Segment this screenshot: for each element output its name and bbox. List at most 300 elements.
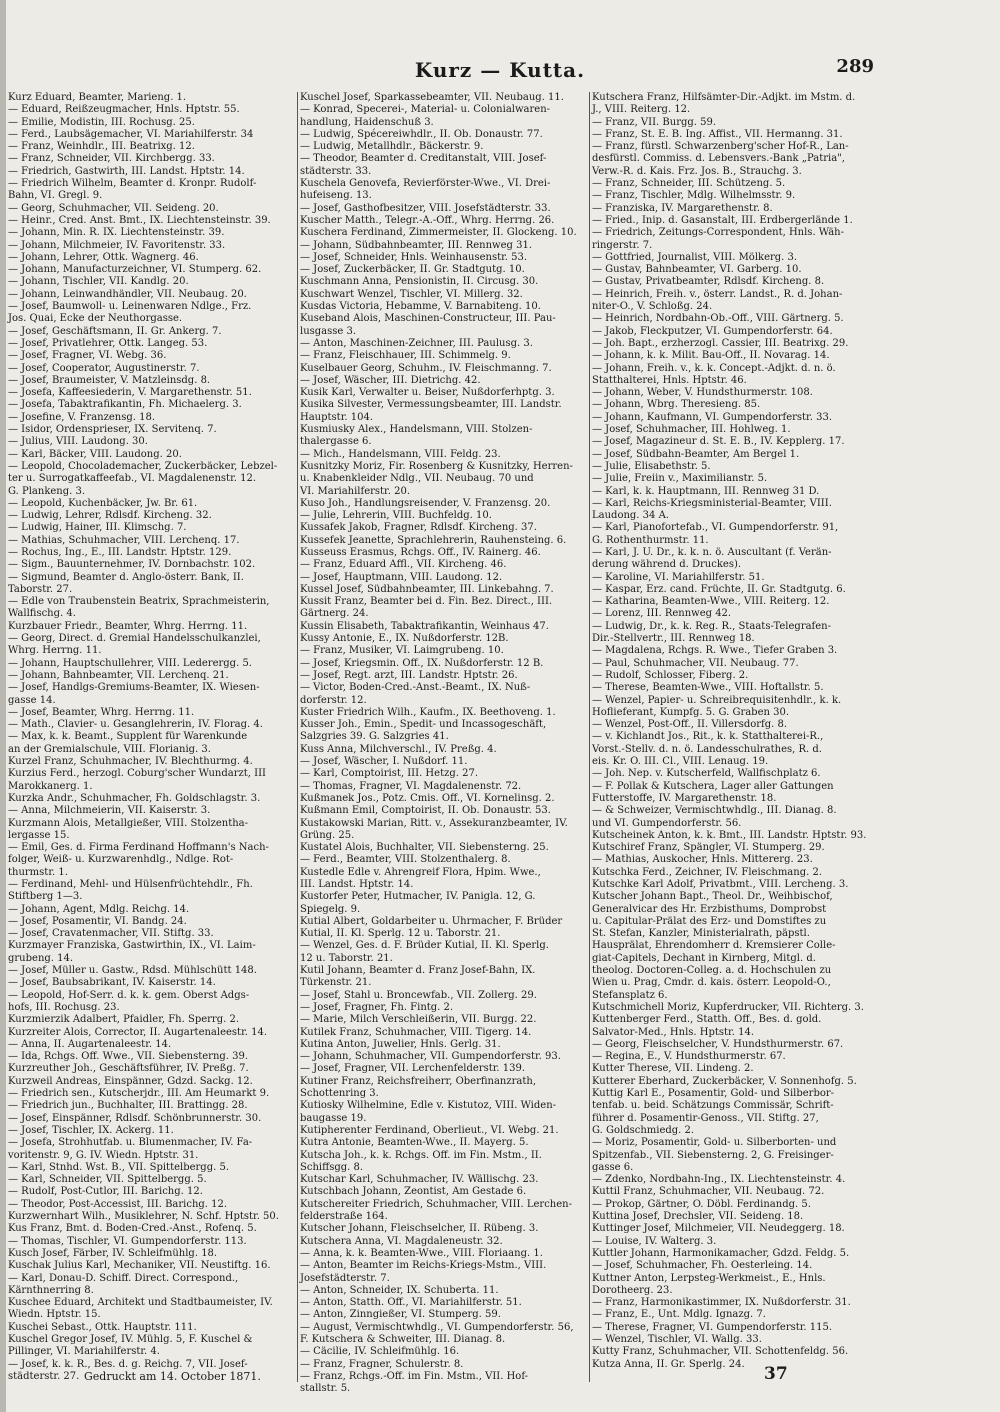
directory-entry: — Karl, Reichs-Kriegsministerial-Beamter, VIII. — [592, 497, 832, 509]
directory-entry: Hoflieferant, Kumpfg. 5. G. Graben 30. — [592, 706, 790, 718]
directory-entry: Jos. Quai, Ecke der Neuthorgasse. — [8, 313, 183, 325]
directory-entry: desfürstl. Commiss. d. Lebensvers.-Bank „Patria", — [592, 153, 845, 165]
directory-entry: — Franz, Musiker, VI. Laimgrubeng. 10. — [300, 645, 504, 657]
directory-entry: Dir.-Stellvertr., III. Rennweg 18. — [592, 633, 755, 645]
directory-entry: — Josef, Geschäftsmann, II. Gr. Ankerg. 7. — [8, 325, 222, 337]
directory-entry: Kutschmichell Moriz, Kupferdrucker, VII. Richterg. 3. — [592, 1001, 864, 1013]
directory-entry: — Anna, k. k. Beamten-Wwe., VIII. Floriaang. 1. — [300, 1247, 543, 1259]
directory-entry: — Konrad, Specerei-, Material- u. Colonialwaren- — [300, 104, 551, 116]
directory-entry: — Friedrich Wilhelm, Beamter d. Kronpr. Rudolf- — [8, 178, 257, 190]
directory-entry: Kuschmann Anna, Pensionistin, II. Circusg. 30. — [300, 276, 539, 288]
directory-entry: — Rochus, Ing., E., III. Landstr. Hptstr. 129. — [8, 546, 232, 558]
directory-entry: — Karl, Schneider, VII. Spittelbergg. 5. — [8, 1174, 207, 1186]
directory-entry: 12 u. Taborstr. 21. — [300, 952, 393, 964]
directory-entry: Kusdas Victoria, Hebamme, V. Barnabiteng. 10. — [300, 301, 541, 313]
directory-entry: Kuttina Josef, Drechsler, VII. Seideng. 18. — [592, 1211, 804, 1223]
directory-entry: — Gustav, Privatbeamter, Rdlsdf. Kircheng. 8. — [592, 276, 825, 288]
directory-entry: Kutiosky Wilhelmine, Edle v. Kistutoz, VIII. Widen- — [300, 1100, 557, 1112]
page-edge — [0, 0, 6, 1412]
directory-entry: — Josef, Schneider, Hnls. Weinhausenstr. 53. — [300, 251, 528, 263]
directory-entry: hufeiseng. 13. — [300, 190, 372, 202]
directory-entry: — Friedrich, Zeitungs-Correspondent, Hnls. Wäh- — [592, 227, 844, 239]
directory-entry: — Josefa, Kaffeesiederin, V. Margarethenstr. 51. — [8, 387, 252, 399]
directory-entry: — Mathias, Schuhmacher, VIII. Lerchenq. 17. — [8, 534, 240, 546]
directory-entry: Kutterer Eberhard, Zuckerbäcker, V. Sonnenhofg. 5. — [592, 1075, 857, 1087]
directory-entry: Wien u. Prag, Cmdr. d. kais. österr. Leopold-O., — [592, 977, 831, 989]
directory-entry: — Josef, Gasthofbesitzer, VIII. Josefstädterstr. 33. — [300, 202, 551, 214]
directory-entry: — Josef, Wäscher, III. Dietrichg. 42. — [300, 374, 481, 386]
directory-entry: — Johann, Lehrer, Ottk. Wagnerg. 46. — [8, 251, 199, 263]
directory-entry: — Katharina, Beamten-Wwe., VIII. Reiterg. 12. — [592, 596, 830, 608]
directory-entry: — Josef, Privatlehrer, Ottk. Langeg. 53. — [8, 337, 208, 349]
directory-entry: Stiftberg 1—3. — [8, 891, 83, 903]
directory-entry: — Johann, Freih. v., k. k. Concept.-Adjkt. d. n. ö. — [592, 362, 836, 374]
directory-entry: — Josef, Müller u. Gastw., Rdsd. Mühlschütt 148. — [8, 965, 257, 977]
directory-entry: Kutscher Johann, Fleischselcher, II. Rübeng. 3. — [300, 1223, 539, 1235]
directory-entry: Kusika Silvester, Vermessungsbeamter, III. Landstr. — [300, 399, 562, 411]
directory-entry: — Josef, Wäscher, I. Nußdorf. 11. — [300, 756, 468, 768]
directory-entry: — v. Kichlandt Jos., Rit., k. k. Statthalterei-R., — [592, 731, 824, 743]
directory-entry: Verw.-R. d. Kais. Frz. Jos. B., Strauchg. 3. — [592, 165, 802, 177]
directory-entry: Kußmanek Jos., Potz. Cmis. Off., VI. Kornelinsg. 2. — [300, 792, 555, 804]
directory-entry: — Julie, Elisabethstr. 5. — [592, 460, 711, 472]
directory-entry: Grüng. 25. — [300, 829, 355, 841]
directory-entry: Schottenring 3. — [300, 1088, 379, 1100]
directory-entry: — Thomas, Fragner, VI. Magdalenenstr. 72. — [300, 780, 522, 792]
directory-entry: Kutina Anton, Juwelier, Hnls. Gerlg. 31. — [300, 1038, 501, 1050]
directory-entry: — Josef, Einspänner, Rdlsdf. Schönbrunnerstr. 30. — [8, 1112, 262, 1124]
directory-entry: — Josef, Cravatenmacher, VII. Stiftg. 33. — [8, 928, 214, 940]
directory-entry: Marokkanerg. 1. — [8, 780, 93, 792]
directory-entry: — Wenzel, Post-Off., II. Villersdorfg. 8. — [592, 719, 788, 731]
directory-entry: — Josef, Braumeister, V. Matzleinsdg. 8. — [8, 374, 211, 386]
directory-entry: Kutschera Anna, VI. Magdaleneustr. 32. — [300, 1235, 503, 1247]
directory-entry: — Johann, Hauptschullehrer, VIII. Lederergg. 5. — [8, 657, 252, 669]
directory-entry: Bahn, VI. Gregl. 9. — [8, 190, 103, 202]
directory-entry: Kussin Elisabeth, Tabaktrafikantin, Weinhaus 47. — [300, 620, 549, 632]
directory-entry: — Theodor, Beamter d. Creditanstalt, VIII. Josef- — [300, 153, 547, 165]
directory-entry: Kutschbach Johann, Zeontist, Am Gestade 6. — [300, 1186, 527, 1198]
directory-entry: Kutschiref Franz, Spängler, VI. Stumperg. 29. — [592, 842, 825, 854]
directory-entry: Kustedle Edle v. Ahrengreif Flora, Hpim. Wwe., — [300, 866, 541, 878]
directory-entry: niter-O., V. Schloßg. 24. — [592, 301, 713, 313]
directory-entry: Kurzreuther Joh., Geschäftsführer, IV. Preßg. 7. — [8, 1063, 249, 1075]
directory-entry: Wallfischg. 4. — [8, 608, 76, 620]
directory-entry: — Karl, J. U. Dr., k. k. n. ö. Auscultant (f. Verän- — [592, 546, 832, 558]
directory-entry: — Friedrich, Gastwirth, III. Landst. Hptstr. 14. — [8, 165, 245, 177]
directory-entry: — Johann, Tischler, VII. Kandlg. 20. — [8, 276, 189, 288]
directory-entry: — Marie, Milch Verschleißerin, VII. Burgg. 22. — [300, 1014, 537, 1026]
directory-entry: — Leopold, Chocolademacher, Zuckerbäcker, Lebzel- — [8, 460, 278, 472]
directory-entry: Kusnitzky Moriz, Fir. Rosenberg & Kusnitzky, Herren- — [300, 460, 573, 472]
directory-entry: Kussit Franz, Beamter bei d. Fin. Bez. Direct., III. — [300, 596, 553, 608]
directory-entry: Kurzka Andr., Schuhmacher, Fh. Goldschlagstr. 3. — [8, 792, 261, 804]
directory-entry: Kurzius Ferd., herzogl. Coburg'scher Wundarzt, III — [8, 768, 266, 780]
directory-entry: Kuttler Johann, Harmonikamacher, Gdzd. Feldg. 5. — [592, 1247, 850, 1259]
directory-entry: — Ferdinand, Mehl- und Hülsenfrüchtehdlr., Fh. — [8, 879, 253, 890]
directory-entry: — Josefa, Tabaktrafikantin, Fh. Michaelerg. 3. — [8, 399, 242, 411]
directory-entry: — Joh. Nep. v. Kutscherfeld, Wallfischplatz 6. — [592, 768, 821, 780]
directory-entry: — Josef, Schuhmacher, III. Hohlweg. 1. — [592, 424, 791, 436]
directory-entry: — Kaspar, Erz. cand. Früchte, II. Gr. Stadtgutg. 6. — [592, 583, 846, 595]
directory-entry: Kuttner Anton, Lerpsteg-Werkmeist., E., Hnls. — [592, 1272, 826, 1284]
directory-entry: — Josef, Schuhmacher, Fh. Oesterleing. 14. — [592, 1260, 813, 1272]
directory-entry: u. Knabenkleider Ndlg., VII. Neubaug. 70 und — [300, 473, 534, 485]
directory-entry: — Heinr., Cred. Anst. Bmt., IX. Liechtensteinstr. 39. — [8, 214, 271, 226]
directory-entry: Kutza Anna, II. Gr. Sperlg. 24. — [592, 1358, 745, 1370]
directory-entry: Laudong. 34 A. — [592, 510, 669, 522]
directory-entry: Kuschak Julius Karl, Mechaniker, VII. Neustiftg. 16. — [8, 1260, 271, 1272]
directory-entry: Schiffsgg. 8. — [300, 1161, 364, 1173]
directory-entry: Kuschwart Wenzel, Tischler, VI. Millerg. 32. — [300, 288, 523, 300]
directory-entry: Kuttig Karl E., Posamentir, Gold- und Silberbor- — [592, 1088, 835, 1100]
directory-entry: — Regina, E., V. Hundsthurmerstr. 67. — [592, 1051, 786, 1063]
directory-entry: — Julius, VIII. Laudong. 30. — [8, 436, 148, 448]
directory-entry: stallstr. 5. — [300, 1383, 351, 1395]
directory-entry: — Josef, Beamter, Whrg. Herrng. 11. — [8, 706, 195, 718]
directory-entry: — Anna, II. Augartenaleestr. 14. — [8, 1038, 172, 1050]
directory-entry: — Franziska, IV. Margarethenstr. 8. — [592, 202, 773, 214]
directory-entry: Kutschar Karl, Schuhmacher, IV. Wällischg. 23. — [300, 1174, 539, 1186]
directory-entry: — Franz, Tischler, Mdlg. Wilhelmsstr. 9. — [592, 190, 796, 202]
directory-entry: St. Stefan, Kanzler, Ministerialrath, päpstl. — [592, 928, 810, 940]
directory-entry: Türkenstr. 21. — [300, 977, 372, 989]
directory-entry: Kutty Franz, Schuhmacher, VII. Schottenfeldg. 56. — [592, 1346, 849, 1358]
directory-entry: Kusch Josef, Färber, IV. Schleifmühlg. 18. — [8, 1247, 218, 1259]
directory-entry: Kusser Joh., Emin., Spedit- und Incassogeschäft, — [300, 719, 547, 731]
directory-entry: — Karl, k. k. Hauptmann, III. Rennweg 31 D. — [592, 485, 820, 497]
directory-entry: Kutscheinek Anton, k. k. Bmt., III. Landstr. Hptstr. 93. — [592, 829, 867, 841]
directory-entry: — Josef, Posamentir, VI. Bandg. 24. — [8, 915, 187, 927]
directory-entry: Kussefek Jeanette, Sprachlehrerin, Rauhensteing. 6. — [300, 534, 567, 546]
directory-entry: — Ludwig, Spécereiwhdlr., II. Ob. Donaustr. 77. — [300, 128, 543, 140]
directory-entry: thurmstr. 1. — [8, 866, 68, 878]
directory-entry: — Josef, Magazineur d. St. E. B., IV. Kepplerg. 17. — [592, 436, 845, 448]
directory-entry: — Franz, VII. Burgg. 59. — [592, 116, 717, 128]
directory-entry: städterstr. 27. — [8, 1370, 80, 1382]
directory-entry: — Eduard, Reißzeugmacher, Hnls. Hptstr. 55. — [8, 104, 240, 116]
directory-entry: Kurzreiter Alois, Corrector, II. Augartenaleestr. 14. — [8, 1026, 268, 1038]
directory-entry: — Karl, Stnhd. Wst. B., VII. Spittelbergg. 5. — [8, 1161, 230, 1173]
directory-entry: — Johann, Manufacturzeichner, VI. Stumperg. 62. — [8, 264, 262, 276]
directory-entry: — Franz, Fleischhauer, III. Schimmelg. 9. — [300, 350, 511, 362]
directory-entry: Kutipherenter Ferdinand, Oberlieut., VI. Webg. 21. — [300, 1124, 559, 1136]
directory-entry: — Louise, IV. Walterg. 3. — [592, 1235, 717, 1247]
directory-entry: — Josef, k. k. R., Bes. d. g. Reichg. 7, VII. Josef- — [8, 1358, 248, 1370]
directory-entry: — Josef, Regt. arzt, III. Landstr. Hptstr. 26. — [300, 669, 518, 681]
directory-entry: städterstr. 33. — [300, 165, 372, 177]
directory-entry: — Ludwig, Metallhdlr., Bäckerstr. 9. — [300, 141, 484, 153]
directory-entry: Kuseband Alois, Maschinen-Constructeur, III. Pau- — [300, 313, 556, 325]
directory-entry: Hauptstr. 104. — [300, 411, 373, 423]
directory-entry: — Franz, Schneider, III. Schützeng. 5. — [592, 178, 786, 190]
directory-entry: — Julie, Freiin v., Maximilianstr. 5. — [592, 473, 768, 485]
directory-entry: Kurzmann Alois, Metallgießer, VIII. Stolzentha- — [8, 817, 249, 829]
directory-entry: Kärnthnerring 8. — [8, 1284, 94, 1296]
directory-entry: Futterstoffe, IV. Margarethenstr. 18. — [592, 792, 777, 804]
directory-entry: Kurzwernhart Wilh., Musiklehrer, N. Schf. Hptstr. 50. — [8, 1211, 279, 1223]
directory-entry: Josefstädterstr. 7. — [300, 1272, 390, 1284]
directory-entry: Kutial, II. Kl. Sperlg. 12 u. Taborstr. 21. — [300, 928, 501, 940]
directory-entry: — Ludwig, Lehrer, Rdlsdf. Kircheng. 32. — [8, 510, 212, 522]
directory-entry: baugasse 19. — [300, 1112, 367, 1124]
directory-entry: und VI. Gumpendorferstr. 56. — [592, 817, 742, 829]
directory-entry: — Julie, Lehrerin, VIII. Buchfeldg. 10. — [300, 510, 492, 522]
directory-entry: führer d. Posamentir-Genoss., VII. Stiftg. 27, — [592, 1112, 819, 1124]
directory-entry: — Johann, Südbahnbeamter, III. Rennweg 31. — [300, 239, 533, 251]
directory-entry: Kuschei Sebast., Ottk. Hauptstr. 111. — [8, 1321, 197, 1333]
directory-entry: — Josef, Baubsabrikant, IV. Kaiserstr. 14. — [8, 977, 216, 989]
directory-entry: Kurzmayer Franziska, Gastwirthin, IX., VI. Laim- — [8, 940, 256, 952]
directory-entry: folger, Weiß- u. Kurzwarenhdlg., Ndlge. Rot- — [8, 854, 234, 866]
directory-entry: — Josef, Fragner, VII. Lerchenfelderstr. 139. — [300, 1063, 526, 1075]
directory-entry: Kutschke Karl Adolf, Privatbmt., VIII. Lercheng. 3. — [592, 879, 849, 890]
directory-entry: Kutra Antonie, Beamten-Wwe., II. Mayerg. 5. — [300, 1137, 529, 1149]
directory-entry: lergasse 15. — [8, 829, 70, 841]
directory-entry: — Anton, Statth. Off., VI. Mariahilferstr. 51. — [300, 1297, 522, 1309]
directory-entry: Kurzweil Andreas, Einspänner, Gdzd. Sackg. 12. — [8, 1075, 253, 1087]
directory-entry: thalergasse 6. — [300, 436, 372, 448]
directory-entry: Kuscher Matth., Telegr.-A.-Off., Whrg. Herrng. 26. — [300, 214, 555, 226]
print-date: Gedruckt am 14. October 1871. — [84, 1370, 261, 1383]
directory-entry: J., VIII. Reiterg. 12. — [592, 104, 691, 116]
directory-entry: Kutial Albert, Goldarbeiter u. Uhrmacher, F. Brüder — [300, 915, 563, 927]
directory-entry: Kus Franz, Bmt. d. Boden-Cred.-Anst., Rofenq. 5. — [8, 1223, 257, 1235]
directory-column-3 — [592, 92, 880, 1374]
directory-entry: giat-Capitels, Dechant in Kirnberg, Mitgl. d. — [592, 952, 816, 964]
directory-entry: Taborstr. 27. — [8, 583, 73, 595]
directory-entry: Kutiner Franz, Reichsfreiherr, Oberfinanzrath, — [300, 1075, 537, 1087]
directory-entry: — Zdenko, Nordbahn-Ing., IX. Liechtensteinstr. 4. — [592, 1174, 846, 1186]
directory-entry: — Math., Clavier- u. Gesanglehrerin, IV. Florag. 4. — [8, 719, 263, 731]
directory-entry: — Georg, Fleischselcher, V. Hundsthurmerstr. 67. — [592, 1038, 844, 1050]
directory-entry: G. Rothenthurmstr. 11. — [592, 534, 709, 546]
directory-entry: theolog. Doctoren-Colleg. a. d. Hochschulen zu — [592, 965, 832, 977]
directory-entry: Kuttil Franz, Schuhmacher, VII. Neubaug. 72. — [592, 1186, 825, 1198]
directory-entry: Kussy Antonie, E., IX. Nußdorferstr. 12B. — [300, 633, 509, 645]
directory-entry: Kusseuss Erasmus, Rchgs. Off., IV. Rainerg. 46. — [300, 546, 541, 558]
directory-entry: — August, Vermischtwhdlg., VI. Gumpendorferstr. 56, — [300, 1321, 574, 1333]
directory-entry: — Johann, Milchmeier, IV. Favoritenstr. 33. — [8, 239, 226, 251]
directory-entry: — Emilie, Modistin, III. Rochusg. 25. — [8, 116, 195, 128]
directory-entry: ringerstr. 7. — [592, 239, 653, 251]
directory-entry: Whrg. Herrng. 11. — [8, 645, 102, 657]
directory-entry: — Karl, Donau-D. Schiff. Direct. Correspond., — [8, 1272, 239, 1284]
directory-entry: — Josef, Stahl u. Broncewfab., VII. Zollerg. 29. — [300, 989, 537, 1001]
directory-entry: F. Kutschera & Schweiter, III. Dianag. 8. — [300, 1333, 506, 1345]
directory-entry: — Johann, Kaufmann, VI. Gumpendorferstr. 33. — [592, 411, 832, 423]
directory-entry: Kuttenberger Ferd., Statth. Off., Bes. d. gold. — [592, 1014, 822, 1026]
directory-entry: — Leopold, Hof-Serr. d. k. k. gem. Oberst Adgs- — [8, 989, 250, 1001]
directory-entry: — Joh. Bapt., erzherzogl. Cassier, III. Beatrixg. 29. — [592, 337, 849, 349]
directory-entry: Kurz Eduard, Beamter, Marieng. 1. — [8, 92, 187, 103]
directory-entry: — Franz, Eduard Affl., VII. Kircheng. 46. — [300, 559, 507, 571]
directory-entry: Kuschel Josef, Sparkassebeamter, VII. Neubaug. 11. — [300, 92, 564, 103]
directory-entry: — Anna, Milchmeierin, VII. Kaiserstr. 3. — [8, 805, 211, 817]
directory-entry: Kutter Therese, VII. Lindeng. 2. — [592, 1063, 754, 1075]
directory-entry: derung während d. Druckes). — [592, 559, 742, 571]
directory-entry: — Ferd., Beamter, VIII. Stolzenthalerg. 8. — [300, 854, 511, 866]
directory-entry: — Ludwig, Hainer, III. Klimschg. 7. — [8, 522, 187, 534]
directory-column-2 — [300, 92, 588, 1395]
directory-entry: Dorotheerg. 23. — [592, 1284, 673, 1296]
directory-entry: — Heinrich, Nordbahn-Ob.-Off., VIII. Gärtnerg. 5. — [592, 313, 844, 325]
directory-entry: — Heinrich, Freih. v., österr. Landst., R. d. Johan- — [592, 288, 843, 300]
directory-entry: — Leopold, Kuchenbäcker, Jw. Br. 61. — [8, 497, 198, 509]
directory-entry: Kussafek Jakob, Fragner, Rdlsdf. Kircheng. 37. — [300, 522, 537, 534]
directory-entry: Kutscha Joh., k. k. Rchgs. Off. im Fin. Mstm., II. — [300, 1149, 542, 1161]
directory-entry: Statthalterei, Hnls. Hptstr. 46. — [592, 374, 747, 386]
directory-entry: — Fried., Inip. d. Gasanstalt, III. Erdbergerlände 1. — [592, 214, 853, 226]
directory-entry: — Wenzel, Papier- u. Schreibrequisitenhdlr., k. k. — [592, 694, 842, 706]
directory-entry: — Franz, Harmonikastimmer, IX. Nußdorferstr. 31. — [592, 1297, 851, 1309]
directory-entry: — Anton, Beamter im Reichs-Kriegs-Mstm., VIII. — [300, 1260, 547, 1272]
directory-entry: — Emil, Ges. d. Firma Ferdinand Hoffmann's Nach- — [8, 842, 269, 854]
directory-entry: VI. Mariahilferstr. 20. — [300, 485, 410, 497]
directory-entry: Kutschereiter Friedrich, Schuhmacher, VIII. Lerchen- — [300, 1198, 572, 1210]
directory-entry: Kuschela Genovefa, Revierförster-Wwe., VI. Drei- — [300, 178, 551, 190]
directory-entry: tenfab. u. beid. Schätzungs Commissär, Schrift- — [592, 1100, 834, 1112]
directory-entry: — Franz, Rchgs.-Off. im Fin. Mstm., VII. Hof- — [300, 1370, 529, 1382]
directory-entry: — Anton, Maschinen-Zeichner, III. Paulusg. 3. — [300, 337, 533, 349]
directory-entry: — Johann, Min. R. IX. Liechtensteinstr. 39. — [8, 227, 225, 239]
directory-entry: Kusik Karl, Verwalter u. Beiser, Nußdorferhptg. 3. — [300, 387, 555, 399]
directory-entry: Kutil Johann, Beamter d. Franz Josef-Bahn, IX. — [300, 965, 536, 977]
directory-entry: — Max, k. k. Beamt., Supplent für Warenkunde — [8, 731, 248, 743]
directory-entry: Vorst.-Stellv. d. n. ö. Landesschulrathes, R. d. — [592, 743, 822, 755]
directory-entry: — Georg, Schuhmacher, VII. Seideng. 20. — [8, 202, 219, 214]
directory-entry: — F. Pollak & Kutschera, Lager aller Gattungen — [592, 780, 834, 792]
directory-entry: — Ferd., Laubsägemacher, VI. Mariahilferstr. 34 — [8, 128, 254, 140]
directory-entry: — Franz, Schneider, VII. Kirchbergg. 33. — [8, 153, 215, 165]
directory-entry: — Franz, Fragner, Schulerstr. 8. — [300, 1358, 464, 1370]
directory-entry: — Josef, Hauptmann, VIII. Laudong. 12. — [300, 571, 503, 583]
directory-entry: — Wenzel, Ges. d. F. Brüder Kutial, II. Kl. Sperlg. — [300, 940, 549, 952]
directory-entry: grubeng. 14. — [8, 952, 74, 964]
column-divider — [589, 92, 590, 1382]
directory-entry: Kutilek Franz, Schuhmacher, VIII. Tigerg. 14. — [300, 1026, 532, 1038]
directory-entry: — Lorenz, III. Rennweg 42. — [592, 608, 732, 620]
directory-entry: — Georg, Direct. d. Gremial Handelsschulkanzlei, — [8, 633, 261, 645]
directory-entry: Kußmann Emil, Comptoirist, II. Ob. Donaustr. 53. — [300, 805, 551, 817]
directory-entry: Salzgries 39. G. Salzgries 41. — [300, 731, 449, 743]
directory-entry: — Edle von Traubenstein Beatrix, Sprachmeisterin, — [8, 596, 270, 608]
directory-entry: Kutscher Johann Bapt., Theol. Dr., Weihbischof, — [592, 891, 833, 903]
directory-entry: — Franz, fürstl. Schwarzenberg'scher Hof-R., Lan- — [592, 141, 849, 153]
directory-entry: — Wenzel, Tischler, VI. Wallg. 33. — [592, 1333, 762, 1345]
directory-entry: Kustorfer Peter, Hutmacher, IV. Panigla. 12, G. — [300, 891, 536, 903]
directory-entry: — Rudolf, Post-Cutlor, III. Barichg. 12. — [8, 1186, 203, 1198]
directory-entry: Generalvicar des Hr. Erzbisthums, Domprobst — [592, 903, 827, 915]
directory-entry: lusgasse 3. — [300, 325, 357, 337]
directory-entry: — Johann, Bahnbeamter, VII. Lerchenq. 21. — [8, 669, 229, 681]
directory-entry: Kutschera Franz, Hilfsämter-Dir.-Adjkt. im Mstm. d. — [592, 92, 856, 103]
signature-mark: 37 — [764, 1364, 788, 1384]
directory-entry: — Karoline, VI. Mariahilferstr. 51. — [592, 571, 765, 583]
directory-entry: — Josefine, V. Franzensg. 18. — [8, 411, 156, 423]
directory-entry: hofs, III. Rochusg. 23. — [8, 1001, 120, 1013]
directory-entry: — Josef, Fragner, VI. Webg. 36. — [8, 350, 167, 362]
directory-entry: — Paul, Schuhmacher, VII. Neubaug. 77. — [592, 657, 799, 669]
directory-entry: — Rudolf, Schlosser, Fiberg. 2. — [592, 669, 749, 681]
directory-entry: Kuselbauer Georg, Schuhm., IV. Fleischmanng. 7. — [300, 362, 552, 374]
directory-entry: Kutschka Ferd., Zeichner, IV. Fleischmang. 2. — [592, 866, 823, 878]
directory-entry: — Theodor, Post-Accessist, III. Barichg. 12. — [8, 1198, 228, 1210]
directory-entry: — Karl, Pianofortefab., VI. Gumpendorferstr. 91, — [592, 522, 839, 534]
directory-entry: — Victor, Boden-Cred.-Anst.-Beamt., IX. Nuß- — [300, 682, 531, 694]
directory-entry: Wiedn. Hptstr. 15. — [8, 1309, 101, 1321]
directory-entry: — Gottfried, Journalist, VIII. Mölkerg. 3. — [592, 251, 798, 263]
directory-entry: — Karl, Bäcker, VIII. Laudong. 20. — [8, 448, 182, 460]
directory-entry: G. Plankeng. 3. — [8, 485, 86, 497]
directory-entry: — Thomas, Tischler, VI. Gumpendorferstr. 113. — [8, 1235, 247, 1247]
directory-entry: — Josef, Handlgs-Gremiums-Beamter, IX. Wiesen- — [8, 682, 260, 694]
directory-entry: Kuschera Ferdinand, Zimmermeister, II. Glockeng. 10. — [300, 227, 577, 239]
directory-entry: — Karl, Comptoirist, III. Hetzg. 27. — [300, 768, 479, 780]
directory-entry: — Anton, Schneider, IX. Schuberta. 11. — [300, 1284, 499, 1296]
directory-entry: — Sigm., Bauunternehmer, IV. Dornbachstr. 102. — [8, 559, 256, 571]
directory-entry: Pillinger, VI. Mariahilferstr. 4. — [8, 1346, 160, 1358]
directory-entry: — Josef, Baumwoll- u. Leinenwaren Ndlge., Frz. — [8, 301, 252, 313]
running-title: Kurz — Kutta. — [414, 58, 586, 82]
directory-entry: III. Landst. Hptstr. 14. — [300, 879, 414, 890]
directory-entry: — Jakob, Fleckputzer, VI. Gumpendorferstr. 64. — [592, 325, 833, 337]
directory-entry: — Josef, Fragner, Fh. Fintg. 2. — [300, 1001, 454, 1013]
directory-entry: Kurzmierzik Adalbert, Pfaidler, Fh. Sperrg. 2. — [8, 1014, 239, 1026]
directory-entry: — Friedrich sen., Kutscherjdr., III. Am Heumarkt 9. — [8, 1088, 270, 1100]
directory-entry: gasse 6. — [592, 1161, 634, 1173]
directory-entry: — Josef, Cooperator, Augustinerstr. 7. — [8, 362, 200, 374]
directory-entry: Kusmiusky Alex., Handelsmann, VIII. Stolzen- — [300, 424, 533, 436]
directory-entry: ter u. Surrogatkaffeefab., VI. Magdalenenstr. 12. — [8, 473, 257, 485]
directory-entry: Kuttinger Josef, Milchmeier, VII. Neudeggerg. 18. — [592, 1223, 845, 1235]
directory-entry: Kuster Friedrich Wilh., Kaufm., IX. Beethoveng. 1. — [300, 706, 556, 718]
directory-entry: G. Goldschmiedg. 2. — [592, 1124, 695, 1136]
directory-entry: — & Schweizer, Vermischtwhdlg., III. Dianag. 8. — [592, 805, 837, 817]
directory-entry: Kuschel Gregor Josef, IV. Mühlg. 5, F. Kuschel & — [8, 1333, 253, 1345]
directory-entry: Kuss Anna, Milchverschl., IV. Preßg. 4. — [300, 743, 497, 755]
directory-entry: — Johann, Wbrg. Theresieng. 85. — [592, 399, 761, 411]
directory-entry: Kussel Josef, Südbahnbeamter, III. Linkebahng. 7. — [300, 583, 554, 595]
directory-entry: — Friedrich jun., Buchhalter, III. Brattingg. 28. — [8, 1100, 248, 1112]
directory-entry: Hausprälat, Ehrendomherr d. Kremsierer Colle- — [592, 940, 836, 952]
directory-entry: Kurzel Franz, Schuhmacher, IV. Blechthurmg. 4. — [8, 756, 253, 768]
directory-entry: — Franz, Weinhdlr., III. Beatrixg. 12. — [8, 141, 195, 153]
page-header — [0, 52, 1000, 86]
directory-entry: — Therese, Beamten-Wwe., VIII. Hoftallstr. 5. — [592, 682, 824, 694]
directory-entry: — Franz, E., Unt. Mdlg. Ignazg. 7. — [592, 1309, 766, 1321]
directory-entry: Kustakowski Marian, Ritt. v., Assekuranzbeamter, IV. — [300, 817, 568, 829]
directory-entry: — Isidor, Ordensprieser, IX. Servitenq. 7. — [8, 424, 217, 436]
directory-entry: — Franz, St. E. B. Ing. Affist., VII. Hermanng. 31. — [592, 128, 843, 140]
directory-entry: Salvator-Med., Hnls. Hptstr. 14. — [592, 1026, 754, 1038]
directory-entry: — Ludwig, Dr., k. k. Reg. R., Staats-Telegrafen- — [592, 620, 831, 632]
directory-entry: — Therese, Fragner, VI. Gumpendorferstr. 115. — [592, 1321, 833, 1333]
directory-entry: dorferstr. 12. — [300, 694, 367, 706]
directory-entry: voritenstr. 9, G. IV. Wiedn. Hptstr. 31. — [8, 1149, 199, 1161]
directory-entry: — Moriz, Posamentir, Gold- u. Silberborten- und — [592, 1137, 837, 1149]
directory-entry: Kustatel Alois, Buchhalter, VII. Siebensterng. 25. — [300, 842, 549, 854]
directory-entry: an der Gremialschule, VIII. Florianig. 3. — [8, 743, 211, 755]
directory-entry: u. Capitular-Prälat des Erz- und Domstiftes zu — [592, 915, 827, 927]
directory-entry: Kurzbauer Friedr., Beamter, Whrg. Herrng. 11. — [8, 620, 248, 632]
directory-entry: gasse 14. — [8, 694, 56, 706]
directory-entry: Kuschee Eduard, Architekt und Stadtbaumeister, IV. — [8, 1297, 273, 1309]
directory-entry: eis. Kr. O. III. Cl., VIII. Lenaug. 19. — [592, 756, 769, 768]
directory-entry: — Johann, Schuhmacher, VII. Gumpendorferstr. 93. — [300, 1051, 561, 1063]
directory-entry: — Sigmund, Beamter d. Anglo-österr. Bank, II. — [8, 571, 244, 583]
directory-entry: — Prokop, Gärtner, O. Döbl. Ferdinandg. 5. — [592, 1198, 811, 1210]
